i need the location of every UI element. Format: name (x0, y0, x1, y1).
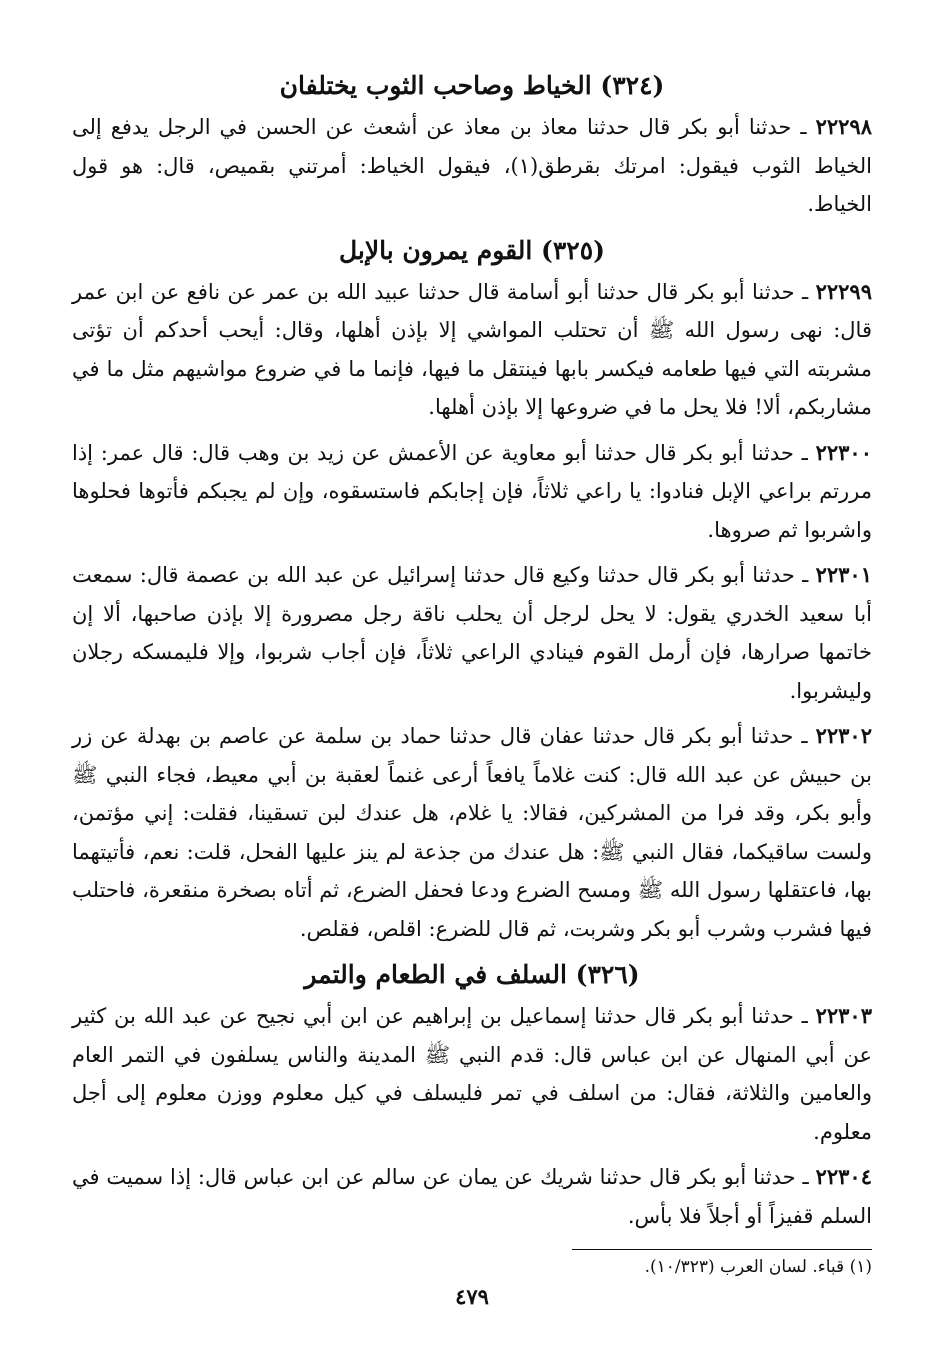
hadith-paragraph: ٢٢٣٠٠ ـ حدثنا أبو بكر قال حدثنا أبو معاوية عن الأعمش عن زيد بن وهب قال: قال عمر: إذا مررتم براعي الإبل فنادوا: يا راعي ثلاثاً، فإن إجابكم فاستسقوه، وإن لم يجبكم فأتوها فحلوها واشربوا ثم صروها. (72, 439, 872, 542)
book-page (72, 60, 873, 1309)
page-number: ٤٧٩ (455, 1284, 489, 1309)
footnote-divider (572, 1249, 872, 1250)
hadith-text: حدثنا أبو بكر قال حدثنا أبو أسامة قال حدثنا عبيد الله بن عمر عن نافع عن ابن عمر قال: نهى رسول الله ﷺ أن تحتلب المواشي إلا بإذن أهلها، وقال: أيحب أحدكم أن تؤتى مشربته التي فيها طعامه فيكسر بابها فينتقل ما فيها، فإنما ما في ضروع مواشيهم مثل ما في مشاربكم، ألا! فلا يحل ما في ضروعها إلا بإذن أهلها. (72, 279, 872, 419)
hadith-paragraph: ٢٢٢٩٩ ـ حدثنا أبو بكر قال حدثنا أبو أسامة قال حدثنا عبيد الله بن عمر عن نافع عن ابن عمر قال: نهى رسول الله ﷺ أن تحتلب المواشي إلا بإذن أهلها، وقال: أيحب أحدكم أن تؤتى مشربته التي فيها طعامه فيكسر بابها فينتقل ما فيها، فإنما ما في ضروع مواشيهم مثل ما في مشاربكم، ألا! فلا يحل ما في ضروعها إلا بإذن أهلها. (72, 278, 872, 419)
hadith-text: حدثنا أبو بكر قال حدثنا وكيع قال حدثنا إسرائيل عن عبد الله بن عصمة قال: سمعت أبا سعيد الخدري يقول: لا يحل لرجل أن يحلب ناقة رجل مصرورة إلا بإذن صاحبها، ألا إن خاتمها صرارها، فإن أرمل القوم فينادي الراعي ثلاثاً، فإن أجاب شربوا، وإلا فليمسكه رجلان وليشربوا. (72, 563, 872, 703)
hadith-text: حدثنا أبو بكر قال حدثنا أبو معاوية عن الأعمش عن زيد بن وهب قال: قال عمر: إذا مررتم براعي الإبل فنادوا: يا راعي ثلاثاً، فإن إجابكم فاستسقوه، وإن لم يجبكم فأتوها فحلوها واشربوا ثم صروها. (72, 440, 872, 542)
hadith-paragraph: ٢٢٣٠٢ ـ حدثنا أبو بكر قال حدثنا عفان قال حدثنا حماد بن سلمة عن عاصم بن بهدلة عن زر بن حبيش عن عبد الله قال: كنت غلاماً يافعاً أرعى غنماً لعقبة بن أبي معيط، فجاء النبي ﷺ وأبو بكر، وقد فرا من المشركين، فقالا: يا غلام، هل عندك لبن تسقينا، فقلت: إني مؤتمن، ولست ساقيكما، فقال النبي ﷺ: هل عندك من جذعة لم ينز عليها الفحل، قلت: نعم، فأتيتهما بها، فاعتقلها رسول الله ﷺ ومسح الضرع ودعا فحفل الضرع، ثم أتاه بصخرة منقعرة، فاحتلب فيها فشرب وشرب أبو بكر وشربت، ثم قال للضرع: اقلص، فقلص. (72, 723, 872, 941)
hadith-text: حدثنا أبو بكر قال حدثنا معاذ بن معاذ عن أشعث عن الحسن في الرجل يدفع إلى الخياط الثوب فيقول: امرتك بقرطق(١)، فيقول الخياط: أمرتني بقميص، قال: هو قول الخياط. (72, 115, 873, 216)
footnote: (١) قباء. لسان العرب (١٠/٣٢٣). (644, 1257, 872, 1277)
hadith-number: ٢٢٣٠١ (815, 562, 872, 587)
hadith-number: ٢٢٣٠٤ (815, 1164, 872, 1189)
hadith-number: ٢٢٣٠٠ (815, 439, 872, 465)
section-heading: (٣٢٤) الخياط وصاحب الثوب يختلفان (279, 71, 665, 100)
section-heading: (٣٢٦) السلف في الطعام والتمر (304, 960, 640, 989)
hadith-paragraph: ٢٢٣٠١ ـ حدثنا أبو بكر قال حدثنا وكيع قال حدثنا إسرائيل عن عبد الله بن عصمة قال: سمعت أبا سعيد الخدري يقول: لا يحل لرجل أن يحلب ناقة رجل مصرورة إلا بإذن صاحبها، ألا إن خاتمها صرارها، فإن أرمل القوم فينادي الراعي ثلاثاً، فإن أجاب شربوا، وإلا فليمسكه رجلان وليشربوا. (72, 562, 872, 703)
section-326 (72, 955, 872, 1235)
hadith-text: حدثنا أبو بكر قال حدثنا شريك عن يمان عن سالم عن ابن عباس قال: إذا سميت في السلم قفيزاً أو أجلاً فلا بأس. (72, 1165, 872, 1228)
hadith-paragraph: ٢٢٣٠٣ ـ حدثنا أبو بكر قال حدثنا إسماعيل بن إبراهيم عن ابن أبي نجيح عن عبد الله بن كثير عن أبي المنهال عن ابن عباس قال: قدم النبي ﷺ المدينة والناس يسلفون في التمر العام والعامين والثلاثة، فقال: من اسلف في تمر فليسلف في كيل معلوم ووزن معلوم إلى أجل معلوم. (72, 1003, 872, 1144)
hadith-paragraph: ٢٢٣٠٤ ـ حدثنا أبو بكر قال حدثنا شريك عن يمان عن سالم عن ابن عباس قال: إذا سميت في السلم قفيزاً أو أجلاً فلا بأس. (72, 1164, 872, 1228)
hadith-number: ٢٢٢٩٩ (815, 278, 872, 304)
hadith-number: ٢٢٣٠٢ (815, 723, 872, 748)
hadith-number: ٢٢٣٠٣ (815, 1003, 872, 1028)
hadith-text: حدثنا أبو بكر قال حدثنا إسماعيل بن إبراهيم عن ابن أبي نجيح عن عبد الله بن كثير عن أبي المنهال عن ابن عباس قال: قدم النبي ﷺ المدينة والناس يسلفون في التمر العام والعامين والثلاثة، فقال: من اسلف في تمر فليسلف في كيل معلوم ووزن معلوم إلى أجل معلوم. (72, 1004, 872, 1144)
hadith-paragraph: ٢٢٢٩٨ ـ حدثنا أبو بكر قال حدثنا معاذ بن معاذ عن أشعث عن الحسن في الرجل يدفع إلى الخياط الثوب فيقول: امرتك بقرطق(١)، فيقول الخياط: أمرتني بقميص، قال: هو قول الخياط. (72, 114, 873, 216)
section-heading: (٣٢٥) القوم يمرون بالإبل (338, 235, 606, 265)
hadith-text: حدثنا أبو بكر قال حدثنا عفان قال حدثنا حماد بن سلمة عن عاصم بن بهدلة عن زر بن حبيش عن عبد الله قال: كنت غلاماً يافعاً أرعى غنماً لعقبة بن أبي معيط، فجاء النبي ﷺ وأبو بكر، وقد فرا من المشركين، فقالا: يا غلام، هل عندك لبن تسقينا، فقلت: إني مؤتمن، ولست ساقيكما، فقال النبي ﷺ: هل عندك من جذعة لم ينز عليها الفحل، قلت: نعم، فأتيتهما بها، فاعتقلها رسول الله ﷺ ومسح الضرع ودعا فحفل الضرع، ثم أتاه بصخرة منقعرة، فاحتلب فيها فشرب وشرب أبو بكر وشربت، ثم قال للضرع: اقلص، فقلص. (72, 724, 872, 941)
hadith-number: ٢٢٢٩٨ (815, 114, 872, 139)
section-325 (72, 231, 872, 949)
section-324 (72, 66, 872, 224)
